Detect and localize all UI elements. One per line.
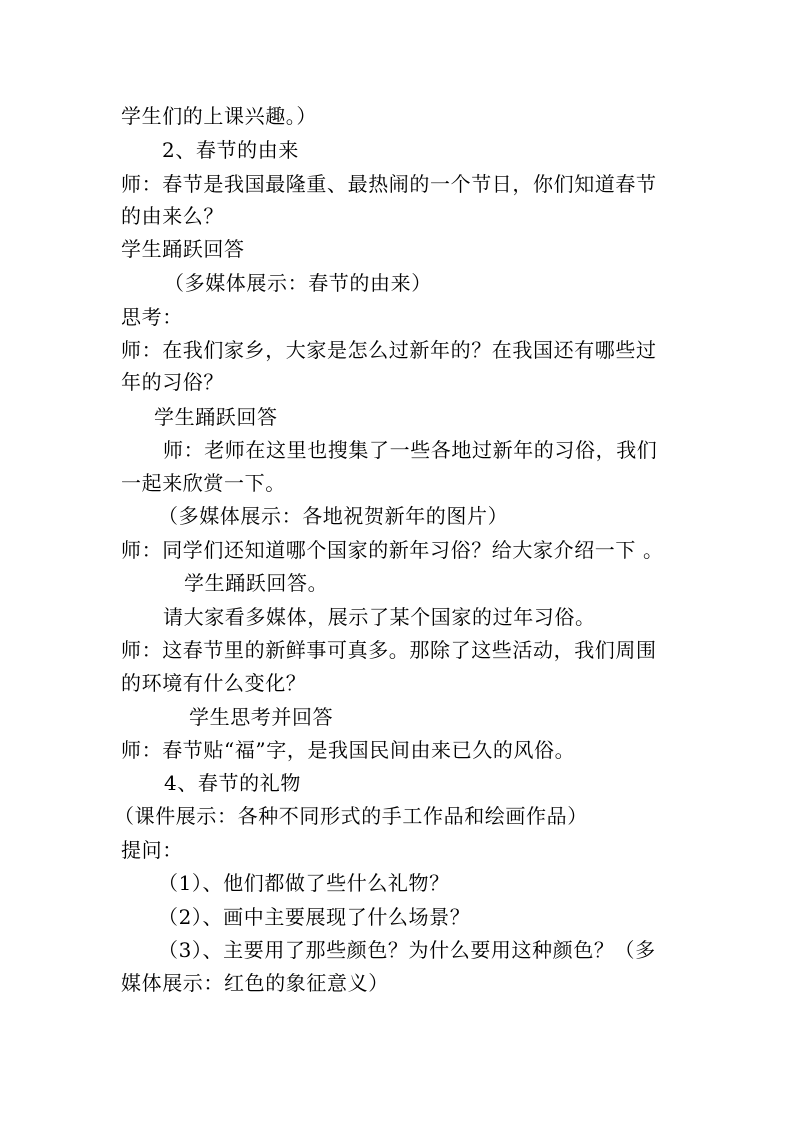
text-line-10: 学生踊跃回答 [154, 405, 278, 429]
text-line-16: 请大家看多媒体，展示了某个国家的过年习俗。 [163, 605, 596, 629]
text-line-17: 师：这春节里的新鲜事可真多。那除了这些活动，我们周围 [121, 638, 657, 662]
question-item-1: （1）、他们都做了些什么礼物？ [158, 871, 450, 895]
question-item-2: （2）、画中主要展现了什么场景？ [158, 905, 471, 929]
text-line-19: 学生思考并回答 [189, 705, 334, 729]
text-line-13: （多媒体展示：各地祝贺新年的图片） [158, 504, 509, 528]
text-line-14: 师：同学们还知道哪个国家的新年习俗？给大家介绍一下 。 [121, 538, 664, 562]
text-line-1: 学生们的上课兴趣。） [121, 104, 317, 128]
text-line-6: （多媒体展示：春节的由来） [164, 271, 432, 295]
section-heading-origin: 2、春节的由来 [162, 138, 299, 162]
text-line-11: 师：老师在这里也搜集了一些各地过新年的习俗，我们 [163, 438, 658, 462]
text-line-15: 学生踊跃回答。 [184, 571, 329, 595]
text-line-12: 一起来欣赏一下。 [121, 471, 286, 495]
section-heading-gift: 4、春节的礼物 [164, 771, 301, 795]
question-item-3: （3）、主要用了那些颜色？为什么要用这种颜色？（多 [158, 938, 656, 962]
text-line-4: 的由来么？ [121, 204, 224, 228]
text-line-5: 学生踊跃回答 [121, 237, 245, 261]
text-line-7: 思考： [121, 305, 183, 329]
text-line-20: 师：春节贴“福”字，是我国民间由来已久的风俗。 [121, 738, 576, 762]
text-line-23: 提问： [121, 838, 183, 862]
text-line-18: 的环境有什么变化？ [121, 671, 307, 695]
text-line-8: 师：在我们家乡，大家是怎么过新年的？在我国还有哪些过 [121, 338, 657, 362]
text-line-27: 媒体展示：红色的象征意义） [121, 971, 389, 995]
text-line-22: （课件展示：各种不同形式的手工作品和绘画作品） [114, 804, 588, 828]
text-line-3: 师：春节是我国最隆重、最热闹的一个节日，你们知道春节 [121, 172, 657, 196]
text-line-9: 年的习俗？ [121, 370, 224, 394]
